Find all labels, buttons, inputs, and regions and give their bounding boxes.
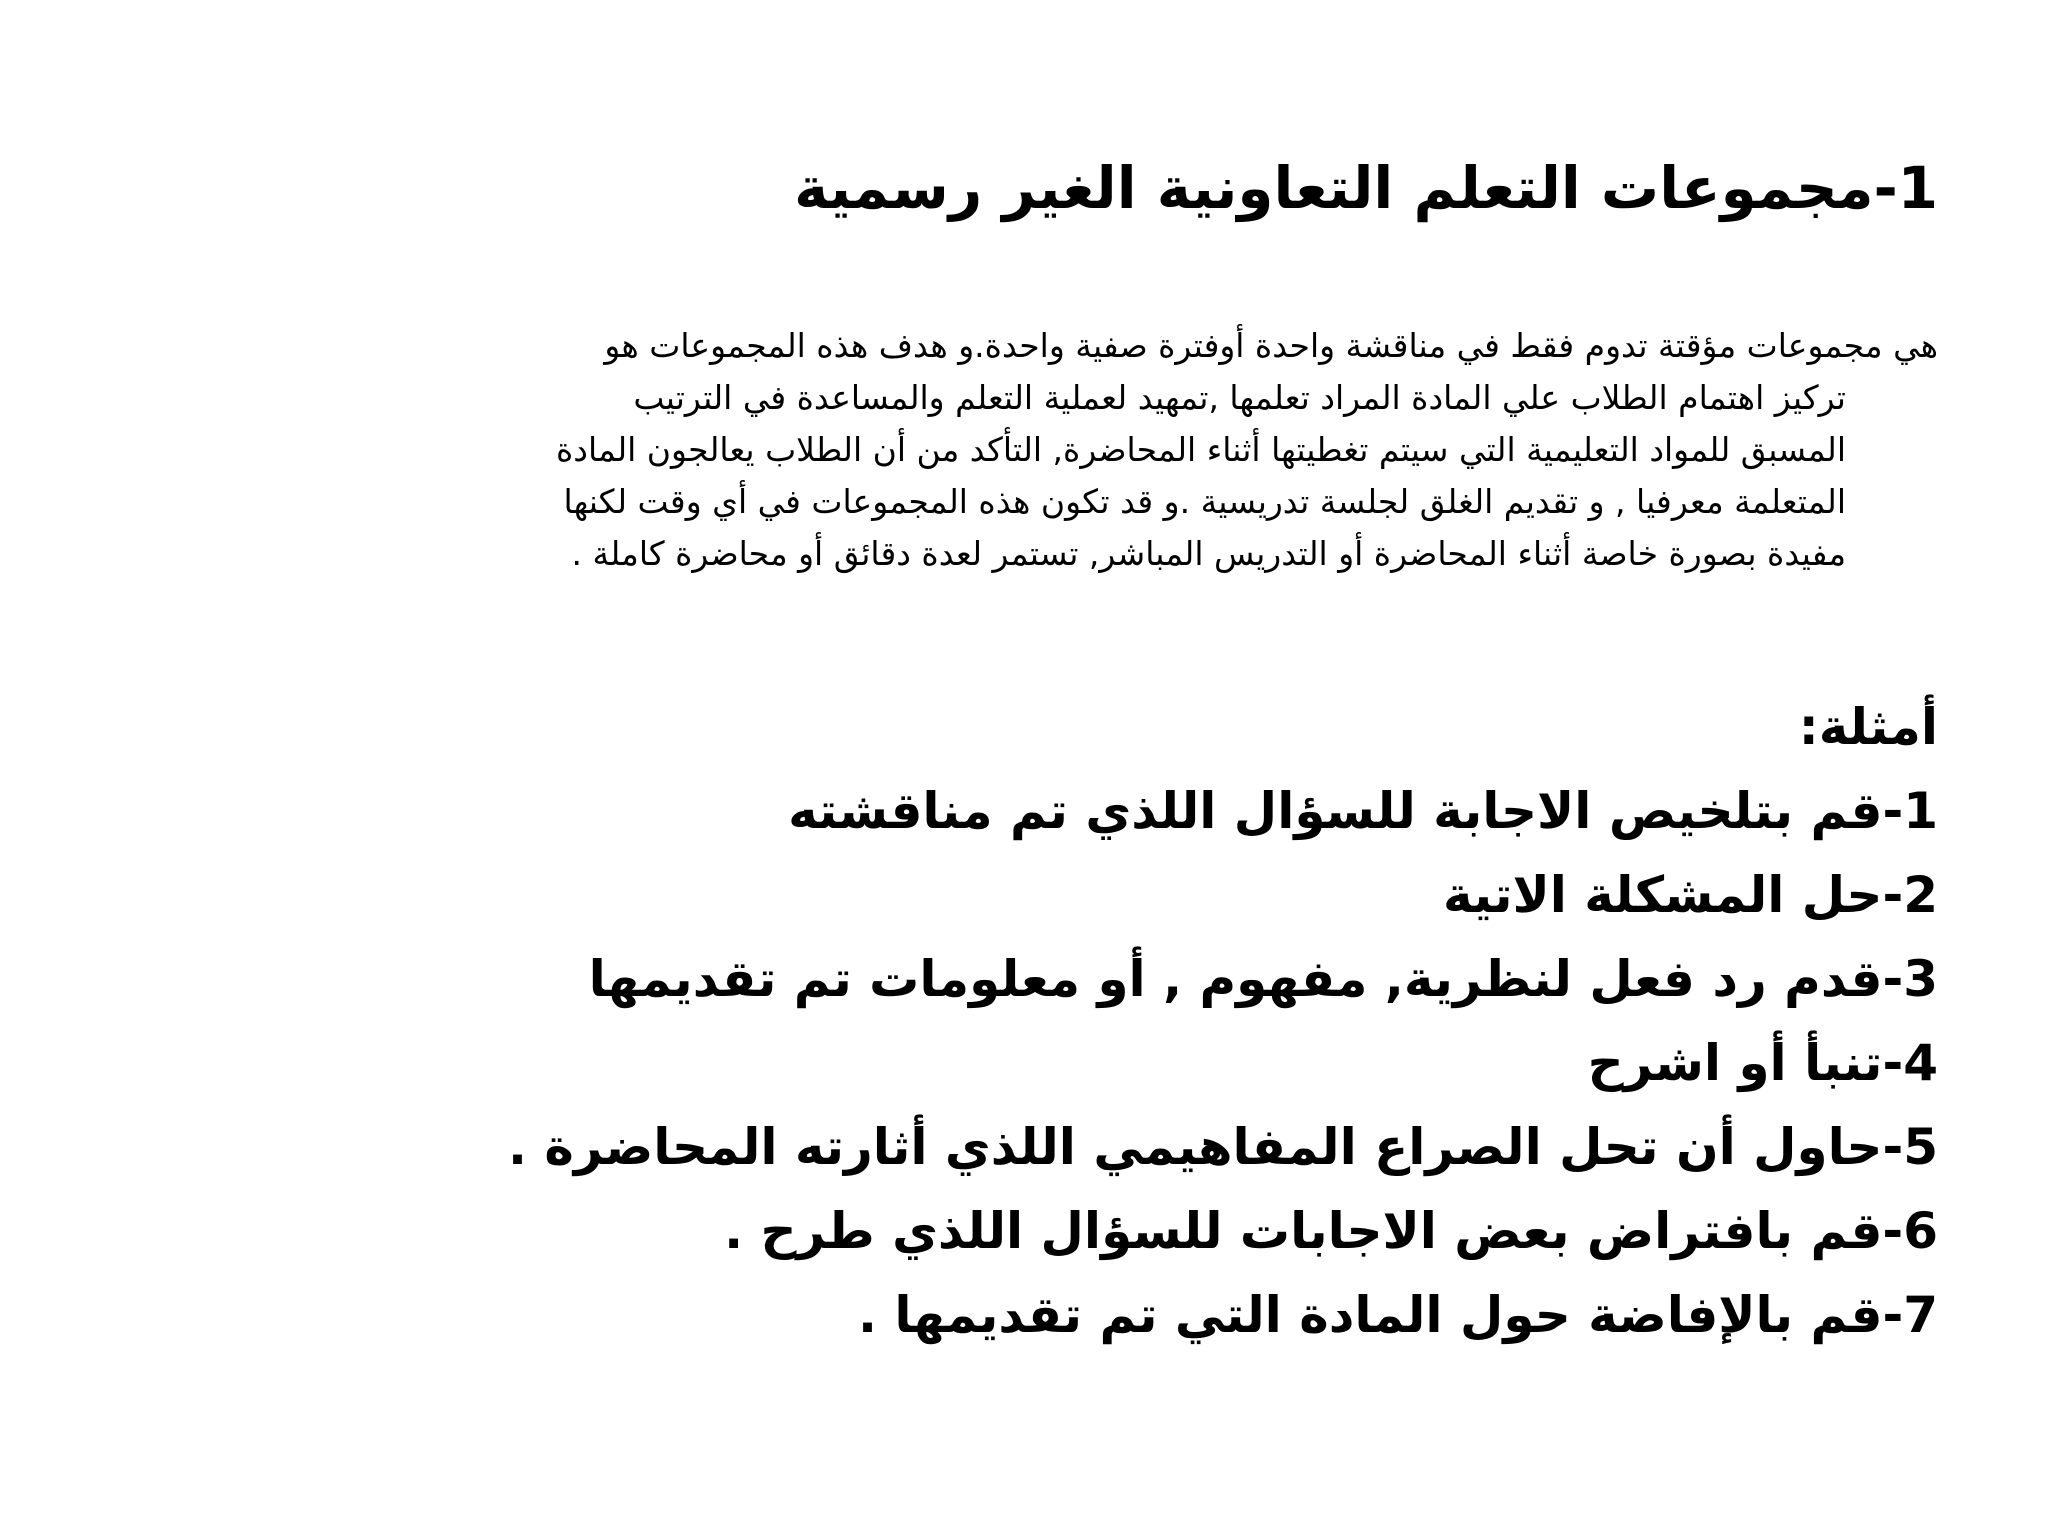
example-item: 6-قم بافتراض بعض الاجابات للسؤال اللذي طرح . [724, 1202, 1938, 1260]
example-item: 5-حاول أن تحل الصراع المفاهيمي اللذي أثارته المحاضرة . [507, 1118, 1938, 1176]
examples-list [338, 685, 1938, 1357]
examples-heading: أمثلة: [1798, 698, 1938, 756]
paragraph-line: مفيدة بصورة خاصة أثناء المحاضرة أو التدريس المباشر, تستمر لعدة دقائق أو محاضرة كاملة . [571, 534, 1846, 573]
example-item: 7-قم بالإفاضة حول المادة التي تم تقديمها . [857, 1286, 1938, 1344]
example-item: 2-حل المشكلة الاتية [1442, 866, 1938, 924]
paragraph-line: هي مجموعات مؤقتة تدوم فقط في مناقشة واحدة أوفترة صفية واحدة.و هدف هذه المجموعات هو [604, 326, 1938, 365]
definition-paragraph [118, 320, 1938, 580]
paragraph-line: المتعلمة معرفيا , و تقديم الغلق لجلسة تدريسية .و قد تكون هذه المجموعات في أي وقت لكنها [563, 482, 1846, 521]
example-item: 3-قدم رد فعل لنظرية, مفهوم , أو معلومات تم تقديمها [588, 950, 1938, 1008]
slide-title: 1-مجموعات التعلم التعاونية الغير رسمية [794, 154, 1938, 222]
example-item: 1-قم بتلخيص الاجابة للسؤال اللذي تم مناقشته [788, 782, 1938, 840]
paragraph-line: تركيز اهتمام الطلاب علي المادة المراد تعلمها ,تمهيد لعملية التعلم والمساعدة في الترتيب [633, 378, 1846, 417]
example-item: 4-تنبأ أو اشرح [1587, 1034, 1938, 1092]
paragraph-line: المسبق للمواد التعليمية التي سيتم تغطيتها أثناء المحاضرة, التأكد من أن الطلاب يعالجون المادة [555, 430, 1846, 469]
